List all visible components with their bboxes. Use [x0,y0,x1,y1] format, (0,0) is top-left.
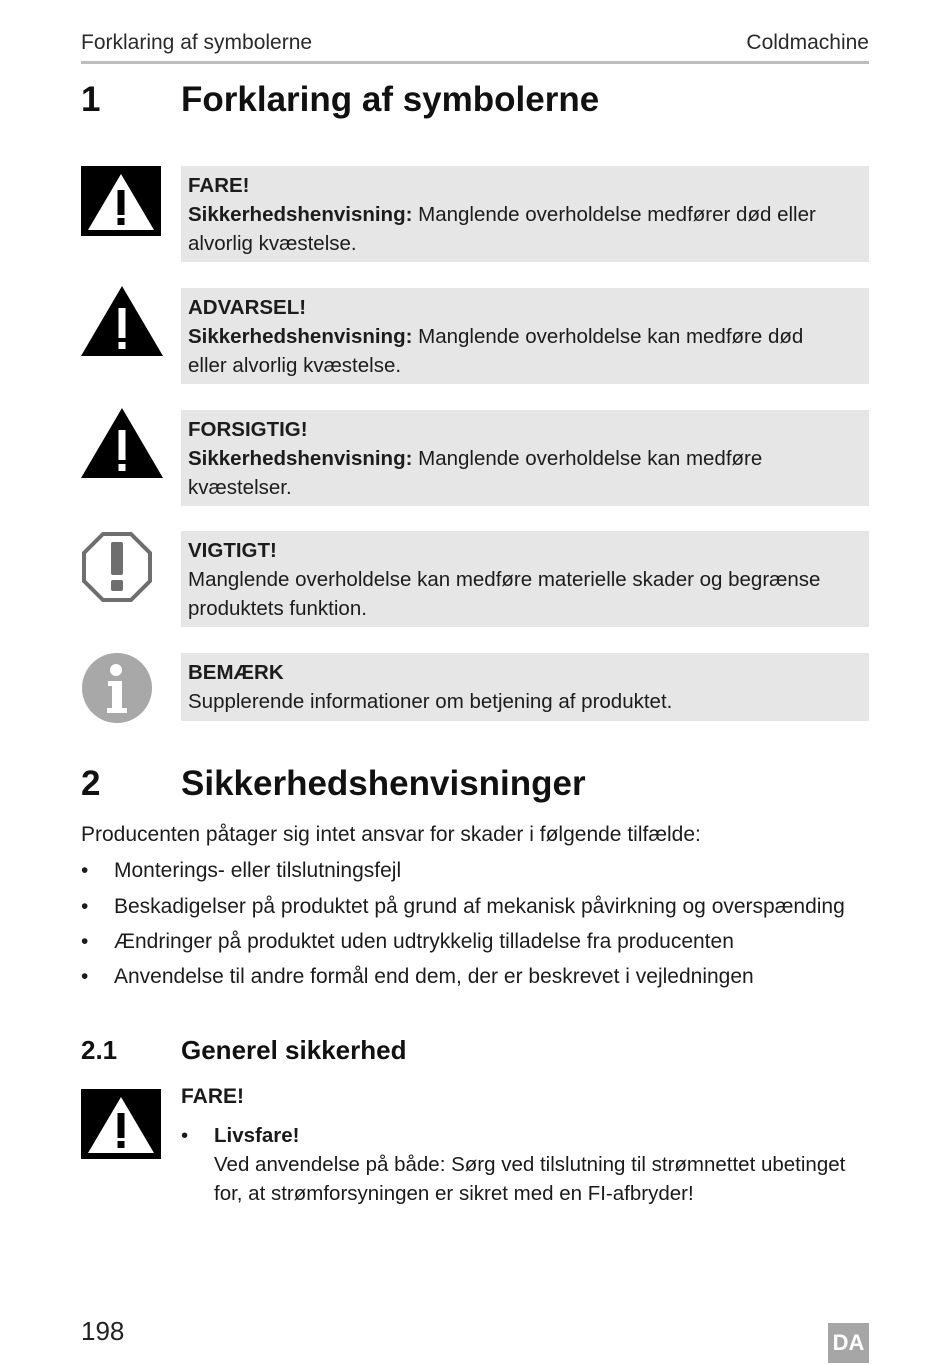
running-header-product: Coldmachine [746,31,869,54]
note-text-cont: produktets funktion. [188,597,367,620]
bullet-marker: • [81,965,89,988]
note-title: FARE! [188,174,250,197]
warning-title: FARE! [181,1085,244,1108]
note-title: FORSIGTIG! [188,418,308,441]
note-box [181,653,869,721]
warning-bullet-title: Livsfare! [214,1124,300,1147]
list-item-text: Monterings- eller tilslutningsfejl [114,859,402,882]
important-octagon-icon [81,531,153,608]
note-text: Manglende overholdelse kan medføre død [412,325,804,348]
warning-triangle-framed-icon [81,1146,161,1163]
warning-triangle-framed-icon [81,166,161,241]
warning-bullet-text-cont: for, at strømforsyningen er sikret med en FI-afbryder! [214,1182,694,1205]
note-text: Manglende overholdelse kan medføre materielle skader og begrænse [188,568,821,591]
note-text-cont: kvæstelser. [188,476,292,499]
warning-triangle-icon [81,408,163,485]
note-title: ADVARSEL! [188,296,307,319]
note-important [81,531,869,627]
bullet-marker: • [81,930,89,953]
note-text-cont: eller alvorlig kvæstelse. [188,354,402,377]
subsection-title: Generel sikkerhed [181,1035,407,1065]
note-box [181,531,869,627]
note-label: Sikkerhedshenvisning: [188,203,413,226]
header-divider [81,61,869,64]
list-item-text: Beskadigelser på produktet på grund af mekanisk påvirkning og overspænding [114,895,845,918]
list-item-text: Anvendelse til andre formål end dem, der er beskrevet i vejledningen [114,965,754,988]
warning-bullet [181,1121,871,1208]
note-box [181,288,869,384]
note-title: BEMÆRK [188,661,284,684]
section-number: 1 [81,80,101,119]
warning-triangle-icon [81,286,163,363]
section-number: 2 [81,764,101,803]
note-box [181,166,869,262]
intro-paragraph: Producenten påtager sig intet ansvar for skader i følgende tilfælde: [81,823,701,846]
running-header-title: Forklaring af symbolerne [81,31,313,54]
note-label: Sikkerhedshenvisning: [188,447,413,470]
info-circle-icon [81,652,153,729]
note-text-cont: alvorlig kvæstelse. [188,232,357,255]
note-caution [81,410,869,506]
bullet-marker: • [81,859,89,882]
bullet-marker: • [81,895,89,918]
subsection-number: 2.1 [81,1035,118,1065]
warning-bullet-text: Ved anvendelse på både: Sørg ved tilslutning til strømnettet ubetinget [214,1153,846,1176]
note-warning [81,288,869,384]
section-title: Sikkerhedshenvisninger [181,764,586,803]
general-safety-warning-icon-wrap [81,1089,161,1164]
note-label: Sikkerhedshenvisning: [188,325,413,348]
note-danger [81,166,869,262]
list-item-text: Ændringer på produktet uden udtrykkelig tilladelse fra producenten [114,930,734,953]
page-number: 198 [81,1316,125,1346]
section-title: Forklaring af symbolerne [181,80,600,119]
note-text: Manglende overholdelse kan medføre [412,447,763,470]
note-info [81,653,869,721]
note-text: Supplerende informationer om betjening af produktet. [188,690,673,713]
note-text: Manglende overholdelse medfører død eller [412,203,816,226]
bullet-marker: • [181,1124,189,1147]
language-badge: DA [828,1323,869,1363]
note-title: VIGTIGT! [188,539,277,562]
note-box [181,410,869,506]
